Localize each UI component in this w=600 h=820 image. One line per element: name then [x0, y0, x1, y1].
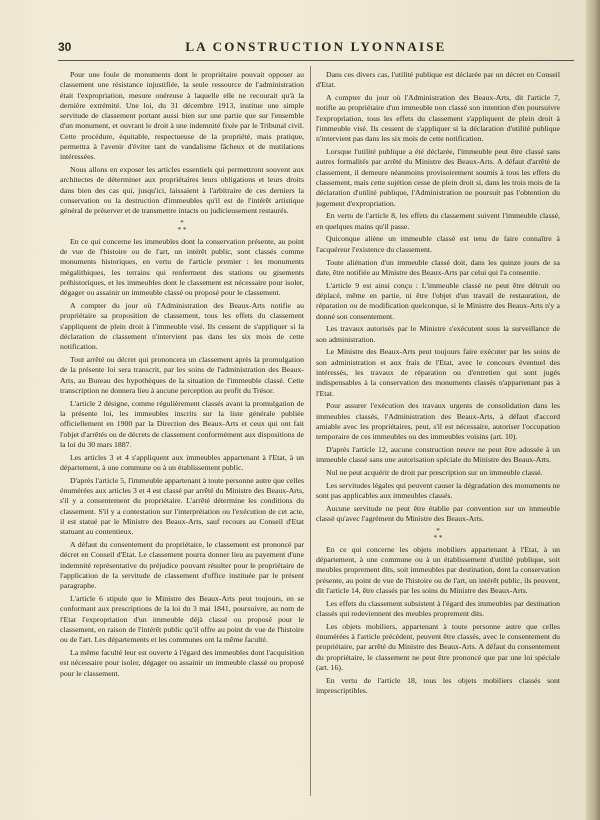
paragraph: En ce qui concerne les immeubles dont la conservation présente, au point de vue de l'histoire ou de l'art, un intérêt public, sont classés comme monuments historiques, en vertu de l'article premier : les monuments mégalithiques, les terrains qui renferment des stations ou gisements préhistoriques, et les immeubles dont le classement est nécessaire pour isoler, dégager ou assainir un immeuble classé ou proposé pour le classement.: [60, 236, 304, 298]
paragraph: Lorsque l'utilité publique a été déclarée, l'immeuble peut être classé sans autres formalités par arrêté du Ministre des Beaux-Arts. A défaut d'arrêté de classement, il demeure néanmoins provisoirement soumis à tous les effets du classement, mais cette sujétion cesse de plein droit si, dans les trois mois de la déclaration d'utilité publique, l'Administration ne poursuit pas l'obtention du jugement d'expropriation.: [316, 147, 560, 208]
journal-title: LA CONSTRUCTION LYONNAISE: [185, 39, 447, 54]
paragraph: D'après l'article 5, l'immeuble appartenant à toute personne autre que celles énumérées aux articles 3 et 4 est classé par arrêté du Ministre des Beaux-Arts, s'il y a consentement du propriétaire. L'arrêté détermine les conditions du classement. S'il y a contestation sur l'interprétation ou l'exécution de cet acte, il est statué par le Ministre des Beaux-Arts, sauf recours au Conseil d'Etat statuant au contentieux.: [60, 475, 304, 537]
header-rule: [58, 60, 574, 61]
paragraph: Les servitudes légales qui peuvent causer la dégradation des monuments ne sont pas applicables aux immeubles classés.: [316, 480, 560, 501]
paragraph: A défaut du consentement du propriétaire, le classement est prononcé par décret en Conseil d'Etat. Le classement pourra donner lieu au payement d'une indemnité représentative du préjudice pouvant résulter pour le propriétaire de l'application de la servitude de classement d'office instituée par le présent paragraphe.: [60, 539, 304, 591]
paragraph: D'après l'article 12, aucune construction neuve ne peut être adossée à un immeuble classé sans une autorisation spéciale du Ministre des Beaux-Arts.: [316, 445, 560, 465]
paragraph: Toute aliénation d'un immeuble classé doit, dans les quinze jours de sa date, être notifiée au Ministre des Beaux-Arts par celui qui l'a consentie.: [316, 257, 560, 277]
page-number: 30: [58, 40, 72, 54]
section-separator: * * *: [433, 526, 443, 542]
left-column: [60, 70, 304, 800]
paragraph: Dans ces divers cas, l'utilité publique est déclarée par un décret en Conseil d'Etat.: [316, 70, 560, 90]
paragraph: En vertu de l'article 18, tous les objets mobiliers classés sont imprescriptibles.: [316, 675, 560, 696]
section-separator: * * *: [177, 218, 187, 234]
paragraph: La même faculté leur est ouverte à l'égard des immeubles dont l'acquisition est nécessaire pour isoler, dégager ou assainir un immeuble classé ou proposé pour le classement.: [60, 647, 304, 678]
paragraph: A compter du jour où l'Administration des Beaux-Arts notifie au propriétaire sa proposition de classement, tous les effets du classement s'appliquent de plein droit à l'immeuble visé. Ils cessent de s'appliquer si la déclaration de classement n'intervient pas dans les six mois de cette notification.: [60, 300, 304, 352]
paragraph: Tout arrêté ou décret qui prononcera un classement après la promulgation de la présente loi sera transcrit, par les soins de l'administration des Beaux-Arts, au Bureau des hypothèques de la situation de l'immeuble classé. Cette transcription ne donnera lieu à aucune perception au profit du Trésor.: [60, 354, 304, 395]
paragraph: En vertu de l'article 8, les effets du classement suivent l'immeuble classé, en quelques mains qu'il passe.: [316, 211, 560, 231]
paragraph: Nous allons en exposer les articles essentiels qui permettront souvent aux architectes de déterminer aux propriétaires leurs obligations et leurs droits dans bien des cas qui, jusqu'ici, laissaient à l'arbitraire de ces derniers la conservation ou la destruction d'immeubles qu'il est de l'intérêt artistique général de préserver et de transmettre intacts ou judicieusement restaurés.: [60, 165, 304, 216]
paragraph: L'article 9 est ainsi conçu : L'immeuble classé ne peut être détruit ou déplacé, même en partie, ni être l'objet d'un travail de restauration, de réparation ou de modification quelconque, si le Ministre des Beaux-Arts n'y a donné son consentement.: [316, 280, 560, 321]
right-column: [316, 70, 560, 800]
paragraph: L'article 2 désigne, comme régulièrement classés avant la promulgation de la présente loi, les immeubles inscrits sur la liste générale publiée officiellement en 1900 par la Direction des Beaux-Arts et ceux qui ont fait l'objet d'arrêtés ou de décrets de classement conformément aux dispositions de la loi du 30 mars 1887.: [60, 398, 304, 449]
paragraph: Nul ne peut acquérir de droit par prescription sur un immeuble classé.: [326, 468, 543, 478]
paragraph: Les effets du classement subsistent à l'égard des immeubles par destination classés qui redeviennent des meubles proprement dits.: [316, 598, 560, 618]
paragraph: Le Ministre des Beaux-Arts peut toujours faire exécuter par les soins de son administration et aux frais de l'Etat, avec le concours éventuel des intéressés, les travaux de réparation ou d'entretien qui sont jugés indispensables à la conservation des monuments classés n'appartenant pas à l'Etat.: [316, 347, 560, 398]
paragraph: Aucune servitude ne peut être établie par convention sur un immeuble classé qu'avec l'agrément du Ministre des Beaux-Arts.: [316, 504, 560, 524]
paragraph: L'article 6 stipule que le Ministre des Beaux-Arts peut toujours, en se conformant aux prescriptions de la loi du 3 mai 1841, poursuivre, au nom de l'Etat l'expropriation d'un immeuble déjà classé ou proposé pour le classement, en raison de l'intérêt public qu'il offre au point de vue de l'histoire ou de l'art. Les départements et les communes ont la même faculté.: [60, 593, 304, 645]
book-spine: [586, 0, 600, 820]
paragraph: En ce qui concerne les objets mobiliers appartenant à l'Etat, à un département, à une commune ou à un établissement d'utilité publique, soit meubles proprement dits, soit immeubles par destination, dont la conservation présente, au point de vue de l'histoire ou de l'art, un intérêt public, ils peuvent, dit l'article 14, être classés par les soins du Ministre des Beaux-Arts.: [316, 544, 560, 595]
page-header: [58, 38, 574, 58]
paragraph: Les travaux autorisés par le Ministre s'exécutent sous la surveillance de son administration.: [316, 324, 560, 344]
paragraph: Les articles 3 et 4 s'appliquent aux immeubles appartenant à l'Etat, à un département, à une commune ou à un établissement public.: [60, 452, 304, 472]
paragraph: A compter du jour où l'Administration des Beaux-Arts, dit l'article 7, notifie au propriétaire d'un immeuble non classé son intention d'en poursuivre l'expropriation, tous les effets du classement s'appliquent de plein droit à l'immeuble visé. Ils cessent de s'appliquer si la déclaration d'utilité publique n'intervient pas dans les six mois de cette notification.: [316, 93, 560, 144]
paragraph: Les objets mobiliers, appartenant à toute personne autre que celles énumérées à l'article précédent, peuvent être classés, avec le consentement du propriétaire, par arrêté du Ministre des Beaux-Arts. A défaut du consentement du propriétaire, le classement ne peut être prononcé que par une loi spéciale (art. 16).: [316, 621, 560, 672]
paragraph: Pour assurer l'exécution des travaux urgents de consolidation dans les immeubles classés, l'Administration des Beaux-Arts, à défaut d'accord amiable avec les propriétaires, peut, s'il est nécessaire, autoriser l'occupation temporaire de ces immeubles ou des immeubles voisins (art. 10).: [316, 401, 560, 442]
paragraph: Pour une foule de monuments dont le propriétaire pouvait opposer au classement une résistance injustifiée, la seule ressource de l'administration était l'expropriation, mesure onéreuse à laquelle elle ne recourait qu'à la dernière extrémité. Une loi, du 31 décembre 1913, institue une simple servitude de classement portant aussi bien sur une partie que sur l'ensemble d'un monument, et ouvrant le droit à une indemnité fixée par le Tribunal civil. Cette procédure, équitable, respectueuse de la propriété, mais pratique, permettra à l'avenir d'éviter tant de vandalisme fâcheux et de mutilations intéressées.: [60, 70, 304, 162]
paragraph: Quiconque aliène un immeuble classé est tenu de faire connaître à l'acquéreur l'existence du classement.: [316, 234, 560, 254]
column-divider: [310, 66, 311, 796]
